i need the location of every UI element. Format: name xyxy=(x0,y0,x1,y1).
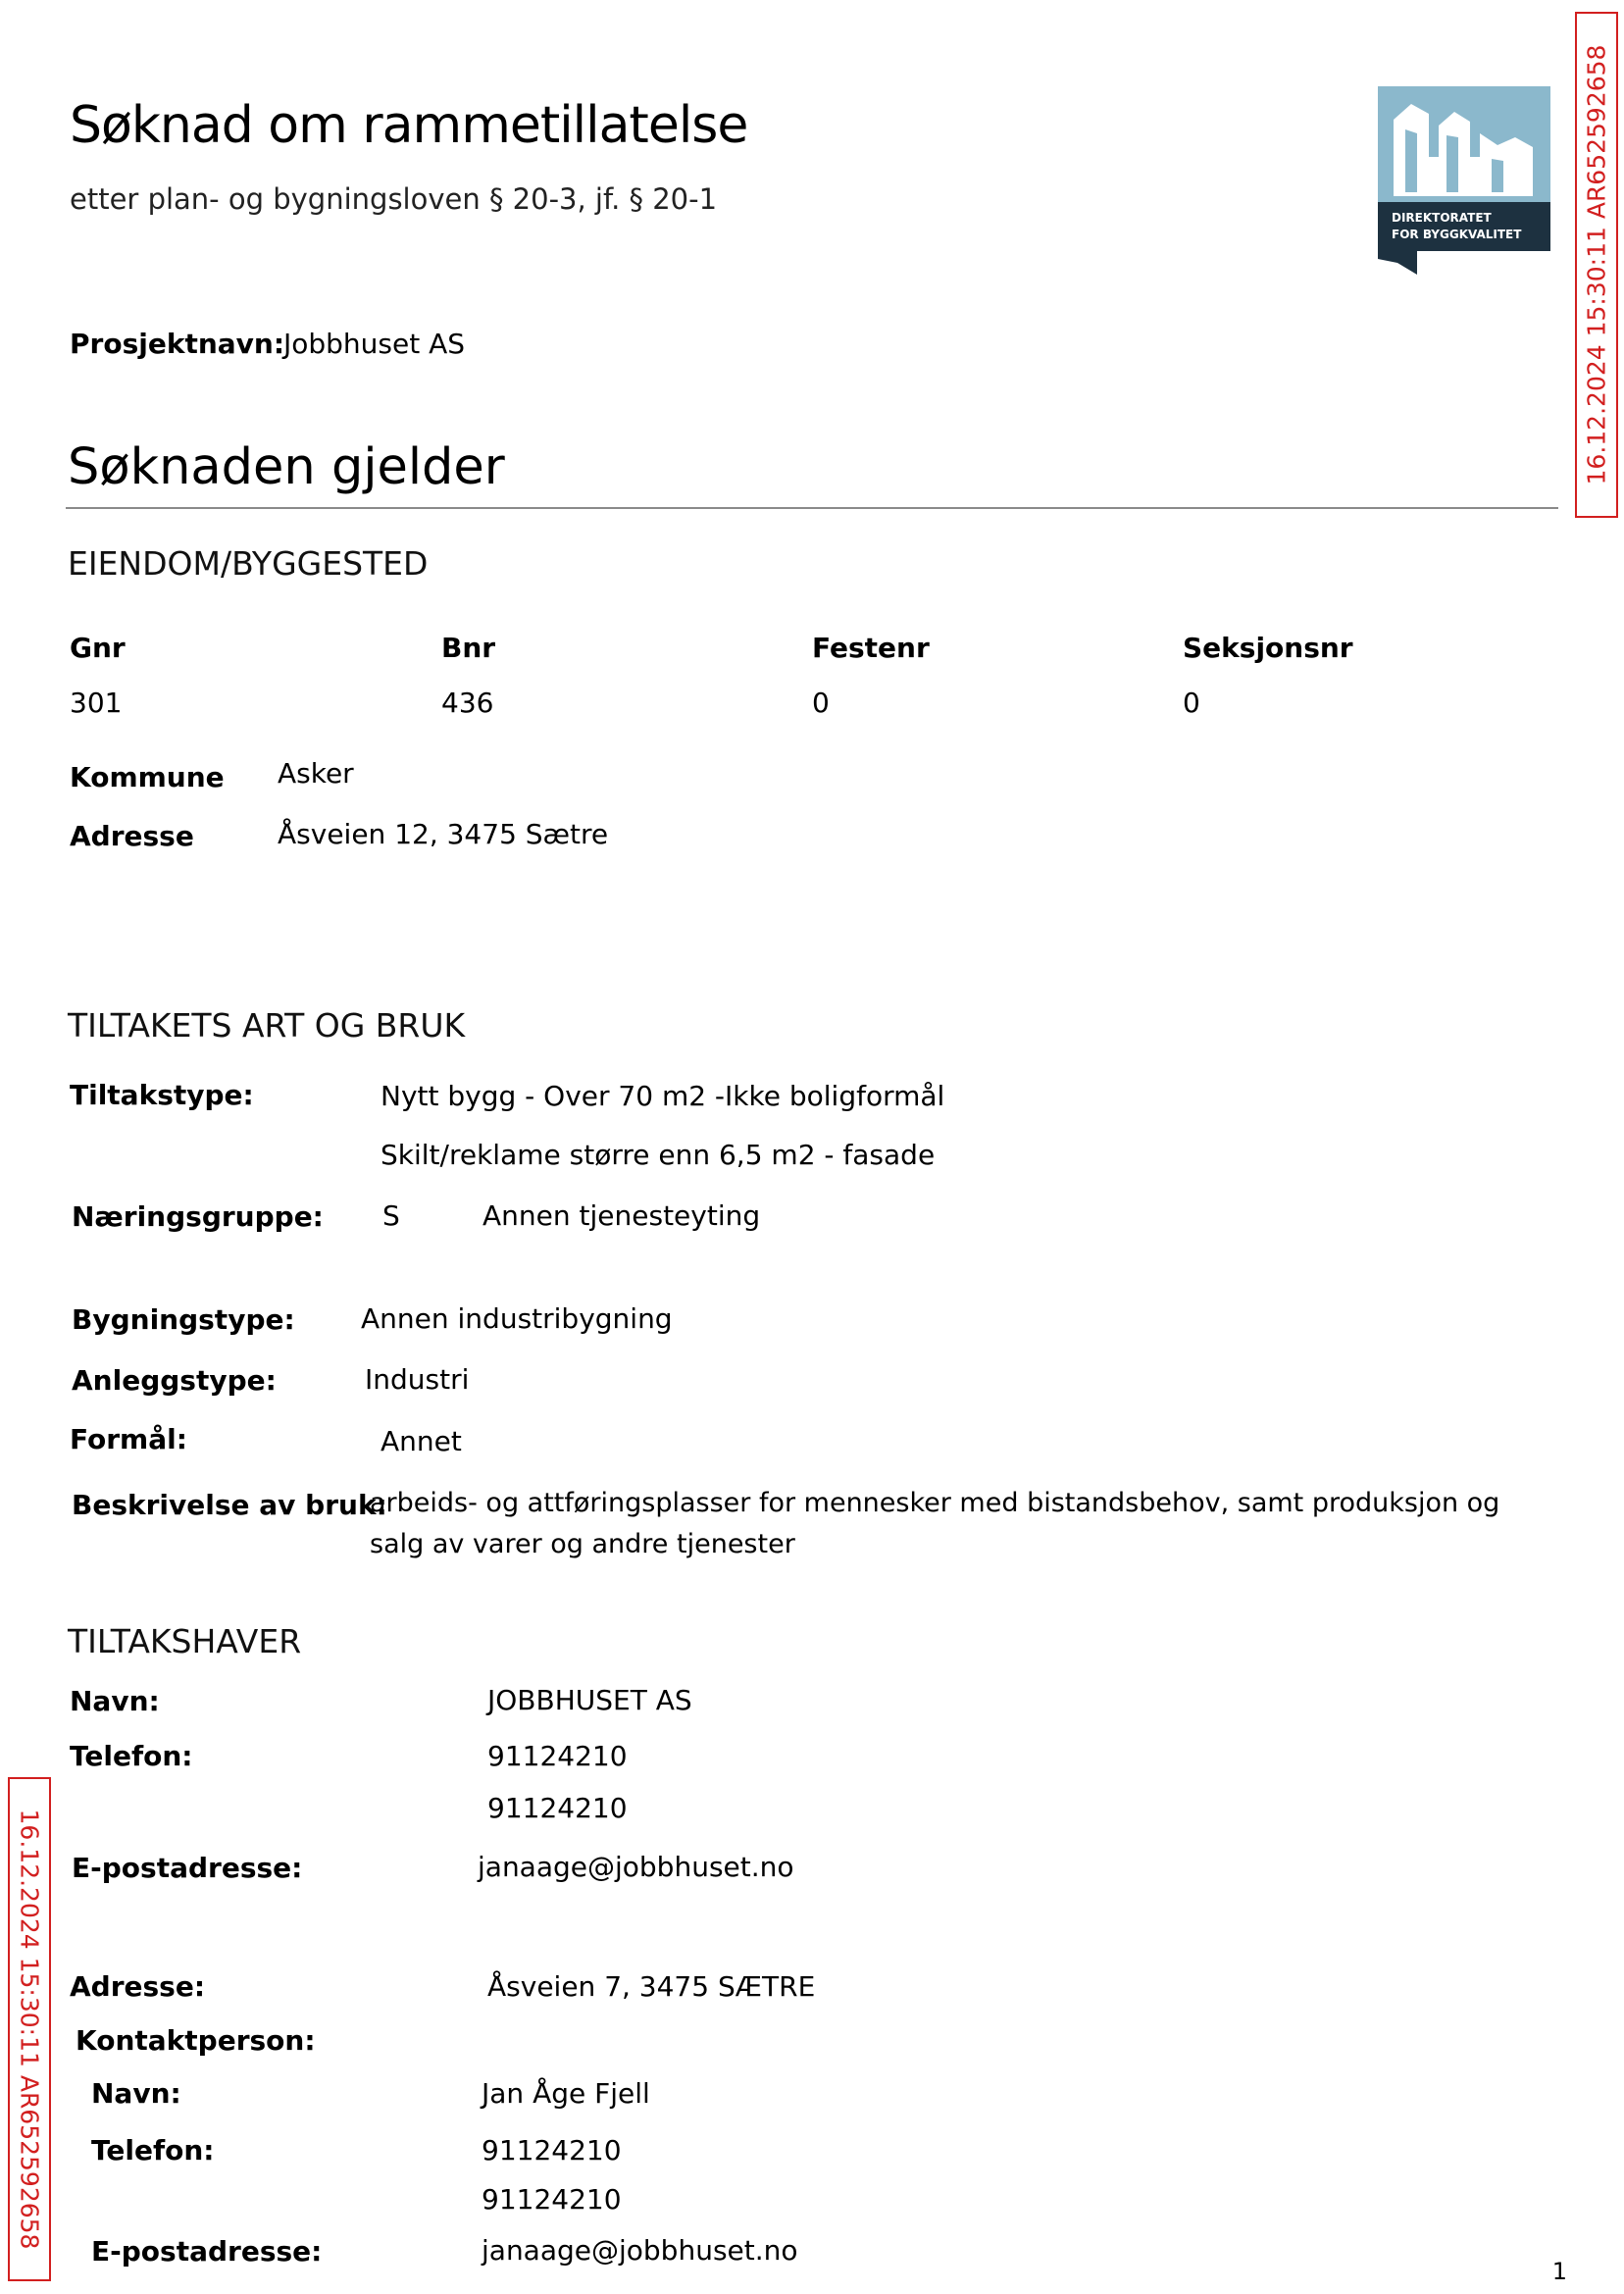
gnr-value: 301 xyxy=(70,687,123,719)
kontakt-epost-label: E-postadresse: xyxy=(91,2235,323,2268)
telefon-value-1: 91124210 xyxy=(487,1740,628,1772)
telefon-value-2: 91124210 xyxy=(487,1792,628,1824)
adresse-value: Åsveien 12, 3475 Sætre xyxy=(278,818,609,850)
kontakt-epost-value: janaage@jobbhuset.no xyxy=(482,2234,798,2267)
anleggstype-value: Industri xyxy=(365,1363,470,1396)
anleggstype-label: Anleggstype: xyxy=(72,1364,277,1397)
date-stamp-left xyxy=(8,1777,51,2281)
date-stamp-left-text: 16.12.2024 15:30:11 AR652592658 xyxy=(15,1809,44,2250)
section-title: Søknaden gjelder xyxy=(68,438,505,496)
section-divider xyxy=(66,507,1558,509)
project-label: Prosjektnavn: xyxy=(70,328,285,360)
telefon-label: Telefon: xyxy=(70,1740,193,1772)
navn-value: JOBBHUSET AS xyxy=(487,1684,692,1716)
tiltakstype-label: Tiltakstype: xyxy=(70,1079,254,1111)
kontakt-telefon-value-2: 91124210 xyxy=(482,2183,622,2216)
tiltakshaver-adresse-value: Åsveien 7, 3475 SÆTRE xyxy=(487,1970,816,2003)
tiltakstype-value-2: Skilt/reklame større enn 6,5 m2 - fasade xyxy=(381,1139,936,1171)
bnr-header: Bnr xyxy=(441,632,496,664)
kontakt-navn-label: Navn: xyxy=(91,2077,181,2110)
tiltakshaver-adresse-label: Adresse: xyxy=(70,1970,206,2003)
naeringsgruppe-label: Næringsgruppe: xyxy=(72,1200,324,1233)
kontakt-telefon-label: Telefon: xyxy=(91,2134,215,2167)
page-number: 1 xyxy=(1551,2258,1567,2285)
kommune-value: Asker xyxy=(278,757,354,790)
logo-text-line1: DIREKTORATET xyxy=(1392,211,1492,225)
kontakt-navn-value: Jan Åge Fjell xyxy=(482,2077,650,2110)
kontakt-telefon-value-1: 91124210 xyxy=(482,2134,622,2167)
formal-label: Formål: xyxy=(70,1423,187,1455)
gnr-header: Gnr xyxy=(70,632,126,664)
bnr-value: 436 xyxy=(441,687,494,719)
festenr-value: 0 xyxy=(812,687,830,719)
date-stamp-right xyxy=(1575,12,1618,518)
navn-label: Navn: xyxy=(70,1685,160,1717)
beskrivelse-value-line2: salg av varer og andre tjenester xyxy=(370,1529,795,1559)
dibk-logo xyxy=(1378,86,1550,275)
seksjonsnr-value: 0 xyxy=(1183,687,1200,719)
tiltakshaver-heading: TILTAKSHAVER xyxy=(68,1622,302,1660)
page-subtitle: etter plan- og bygningsloven § 20-3, jf. § 20-1 xyxy=(70,182,718,216)
formal-value: Annet xyxy=(381,1425,462,1457)
adresse-label: Adresse xyxy=(70,820,194,852)
date-stamp-right-text: 16.12.2024 15:30:11 AR652592658 xyxy=(1582,44,1611,485)
bygningstype-value: Annen industribygning xyxy=(361,1302,673,1335)
tiltak-heading: TILTAKETS ART OG BRUK xyxy=(68,1006,466,1045)
tiltakstype-value-1: Nytt bygg - Over 70 m2 -Ikke boligformål xyxy=(381,1080,945,1112)
project-value: Jobbhuset AS xyxy=(283,328,466,360)
logo-text-line2: FOR BYGGKVALITET xyxy=(1392,228,1522,241)
beskrivelse-label: Beskrivelse av bruk: xyxy=(72,1489,387,1521)
kontaktperson-label: Kontaktperson: xyxy=(76,2024,316,2057)
seksjonsnr-header: Seksjonsnr xyxy=(1183,632,1353,664)
epost-label: E-postadresse: xyxy=(72,1852,303,1884)
bygningstype-label: Bygningstype: xyxy=(72,1303,295,1336)
dibk-logo-graphic xyxy=(1378,86,1550,275)
festenr-header: Festenr xyxy=(812,632,930,664)
beskrivelse-value-line1: arbeids- og attføringsplasser for mennesker med bistandsbehov, samt produksjon og xyxy=(370,1488,1500,1518)
epost-value: janaage@jobbhuset.no xyxy=(478,1851,794,1883)
naeringsgruppe-value: Annen tjenesteyting xyxy=(482,1199,761,1232)
naeringsgruppe-code: S xyxy=(382,1199,400,1232)
page-title: Søknad om rammetillatelse xyxy=(70,96,748,155)
eiendom-heading: EIENDOM/BYGGESTED xyxy=(68,544,429,583)
kommune-label: Kommune xyxy=(70,761,225,793)
